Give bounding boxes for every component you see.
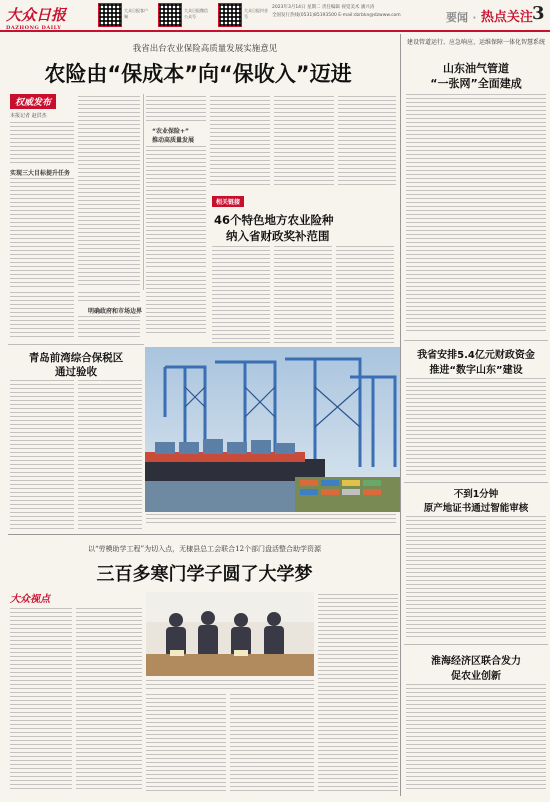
- article-text: [406, 516, 546, 640]
- article-text: [230, 694, 314, 792]
- origin-headline-2[interactable]: 原产地证书通过智能审核: [423, 503, 529, 514]
- bottom-kicker[interactable]: 以“劳模助学工程”为切入点，无棣县总工会联合12个部门盘活整合助学资源: [87, 545, 322, 553]
- article-text: [146, 96, 206, 124]
- subhead-quality: 推动高质量发展: [152, 137, 195, 144]
- qr-code-icon[interactable]: [98, 3, 122, 27]
- subhead-insurance-plus: “农业保险+”: [152, 128, 189, 135]
- article-text: [78, 96, 140, 288]
- divider: [404, 482, 548, 483]
- article-text: [10, 122, 74, 164]
- article-text: [212, 246, 270, 346]
- contact-info: 全国发行热线(0531)85193500 E-mail:dzrbkn@dzwww.com: [272, 13, 401, 18]
- bottom-headline[interactable]: 三百多寒门学子圆了大学梦: [96, 564, 313, 585]
- column-divider: [143, 94, 144, 290]
- article-text: [336, 246, 394, 346]
- divider: [404, 644, 548, 645]
- article-text: [146, 272, 206, 334]
- qr-code-icon[interactable]: [218, 3, 242, 27]
- section-title: 要闻 · 热点关注: [446, 10, 533, 25]
- logo-text: 大众日报: [6, 6, 67, 24]
- article-text: [76, 608, 142, 792]
- students-photo[interactable]: [146, 592, 314, 676]
- article-text: [274, 96, 334, 188]
- subhead-boundary: 明确政府和市场边界: [88, 308, 143, 315]
- qingdao-headline-2[interactable]: 通过验收: [55, 366, 97, 378]
- article-text: [10, 292, 74, 340]
- authority-tag: 权威发布: [10, 94, 56, 109]
- divider: [404, 340, 548, 341]
- article-text: [274, 246, 332, 346]
- lead-byline: 本报记者 赵洪杰: [10, 113, 47, 119]
- photo-caption: [146, 514, 396, 526]
- qr-caption-3: 大众日报抖音号: [244, 8, 268, 19]
- article-text: [10, 608, 72, 792]
- article-text: [146, 694, 226, 792]
- port-crane-photo[interactable]: [145, 347, 400, 512]
- related-link-tag: 相关链接: [212, 196, 244, 207]
- article-text: [146, 146, 206, 268]
- port-photo-svg: [145, 347, 400, 512]
- article-text: [338, 96, 396, 188]
- digital-headline-2[interactable]: 推进“数字山东”建设: [429, 365, 523, 376]
- issue-info: 2023年3月14日 星期二 责任编辑 视觉美术 潘兴涛: [272, 5, 375, 10]
- article-text: [78, 292, 140, 302]
- photo-caption: [146, 680, 314, 690]
- qingdao-headline-1[interactable]: 青岛前湾综合保税区: [28, 352, 124, 364]
- pipeline-intro: 建设管道运行、应急响应、运维保障一体化智慧系统: [406, 39, 545, 46]
- qr-code-icon[interactable]: [158, 3, 182, 27]
- digital-headline-1[interactable]: 我省安排5.4亿元财政资金: [417, 350, 535, 361]
- related-headline-1[interactable]: 46个特色地方农业险种: [214, 213, 334, 227]
- article-text: [78, 316, 140, 340]
- students-photo-svg: [146, 592, 314, 676]
- divider: [8, 344, 144, 345]
- article-text: [406, 378, 546, 478]
- related-headline-2[interactable]: 纳入省财政奖补范围: [226, 229, 330, 243]
- page-number: 3: [532, 3, 545, 24]
- subhead-targets: 实现三大目标提升任务: [10, 170, 71, 177]
- newspaper-logo[interactable]: [6, 4, 90, 31]
- huaihai-headline-1[interactable]: 淮海经济区联合发力: [431, 656, 521, 667]
- pipeline-headline-2[interactable]: “一张网”全面建成: [430, 77, 522, 90]
- article-text: [10, 380, 74, 530]
- column-logo: 大众视点: [10, 594, 50, 605]
- article-text: [78, 380, 142, 530]
- origin-headline-1[interactable]: 不到1分钟: [453, 489, 499, 500]
- qr-caption-2: 大众日报微信公众号: [184, 8, 208, 19]
- article-text: [406, 684, 546, 792]
- masthead: [0, 0, 550, 32]
- article-text: [406, 94, 546, 334]
- divider: [8, 534, 400, 535]
- qr-caption-1: 大众日报客户端: [124, 8, 148, 19]
- section-name: 要闻: [446, 11, 468, 24]
- section-focus: 热点关注: [480, 10, 533, 25]
- article-text: [318, 594, 398, 792]
- lead-headline[interactable]: 农险由“保成本”向“保收入”迈进: [44, 62, 352, 86]
- logo-en: DAZHONG DAILY: [6, 25, 62, 31]
- article-text: [210, 96, 270, 188]
- lead-kicker[interactable]: 我省出台农业保险高质量发展实施意见: [132, 44, 278, 54]
- right-column-divider: [400, 34, 401, 796]
- pipeline-headline-1[interactable]: 山东油气管道: [443, 62, 509, 75]
- huaihai-headline-2[interactable]: 促农业创新: [451, 671, 501, 682]
- article-text: [10, 178, 74, 288]
